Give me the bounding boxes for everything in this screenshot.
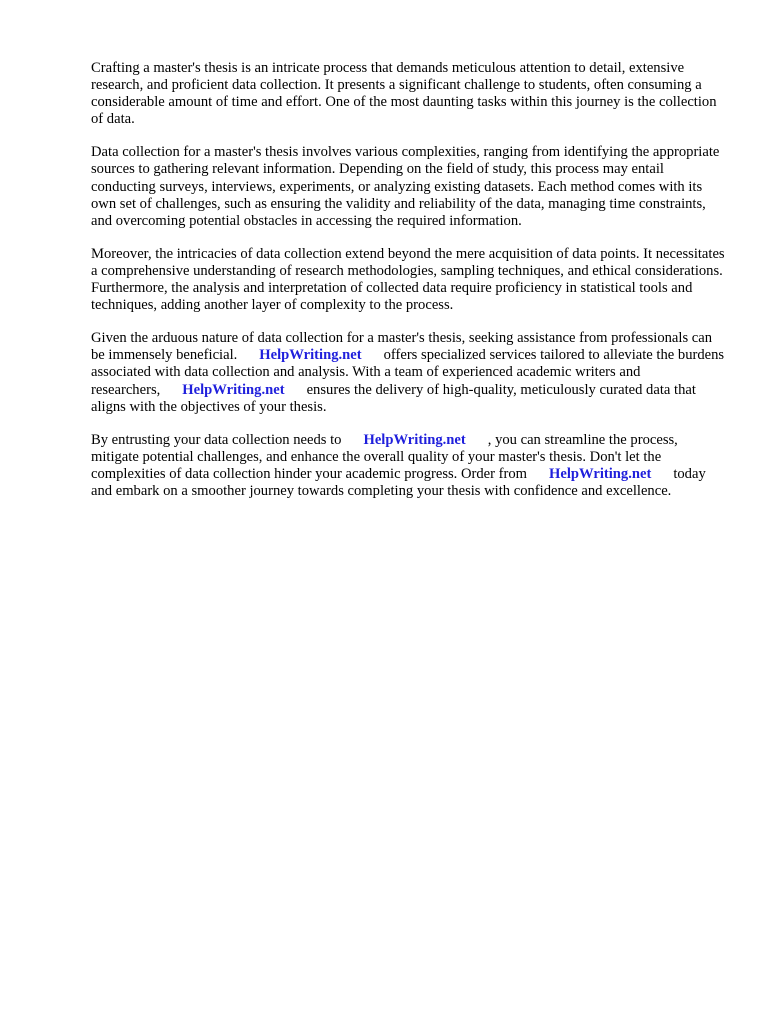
paragraph-2-text: Data collection for a master's thesis involves various complexities, ranging from identifying the appropriate sources to gathering relevant information. Depending on the field of study, this process may entail conducting surveys, interviews, experiments, or analyzing existing datasets. Each method comes with its own set of challenges, such as ensuring the validity and reliability of the data, managing time constraints, and overcoming potential obstacles in accessing the required information. — [91, 144, 720, 229]
document-body — [91, 60, 727, 516]
paragraph-4-text-c: ensures the delivery of high-quality, meticulously curated data that aligns with the objectives of your thesis. — [91, 381, 696, 415]
paragraph-5-text-a: By entrusting your data collection needs to — [91, 431, 342, 448]
paragraph-5-text-c: today and embark on a smoother journey towards completing your thesis with confidence and excellence. — [91, 465, 706, 499]
paragraph-4-text-a: Given the arduous nature of data collection for a master's thesis, seeking assistance from professionals can be immensely beneficial. — [91, 330, 713, 364]
paragraph-1 — [91, 60, 727, 128]
paragraph-3-text: Moreover, the intricacies of data collection extend beyond the mere acquisition of data points. It necessitates a comprehensive understanding of research methodologies, sampling techniques, and ethical considerations. Furthermore, the analysis and interpretation of collected data require proficiency in statistical tools and techniques, adding another layer of complexity to the process. — [91, 245, 725, 314]
helpwriting-link[interactable]: HelpWriting.net — [549, 465, 652, 482]
helpwriting-link[interactable]: HelpWriting.net — [182, 381, 285, 398]
paragraph-4 — [91, 330, 727, 415]
paragraph-1-text: Crafting a master's thesis is an intricate process that demands meticulous attention to detail, extensive research, and proficient data collection. It presents a significant challenge to students, often consuming a considerable amount of time and effort. One of the most daunting tasks within this journey is the collection of data. — [91, 60, 717, 128]
helpwriting-link[interactable]: HelpWriting.net — [259, 347, 362, 364]
helpwriting-link[interactable]: HelpWriting.net — [363, 431, 466, 448]
paragraph-5-text-b: , you can streamline the process, mitigate potential challenges, and enhance the overall quality of your master's thesis. Don't let the complexities of data collection hinder your academic progress. Order from — [91, 431, 678, 482]
paragraph-3 — [91, 246, 727, 314]
paragraph-5 — [91, 432, 727, 500]
paragraph-2 — [91, 144, 727, 229]
paragraph-4-text-b: offers specialized services tailored to alleviate the burdens associated with data collection and analysis. With a team of experienced academic writers and researchers, — [91, 347, 725, 398]
